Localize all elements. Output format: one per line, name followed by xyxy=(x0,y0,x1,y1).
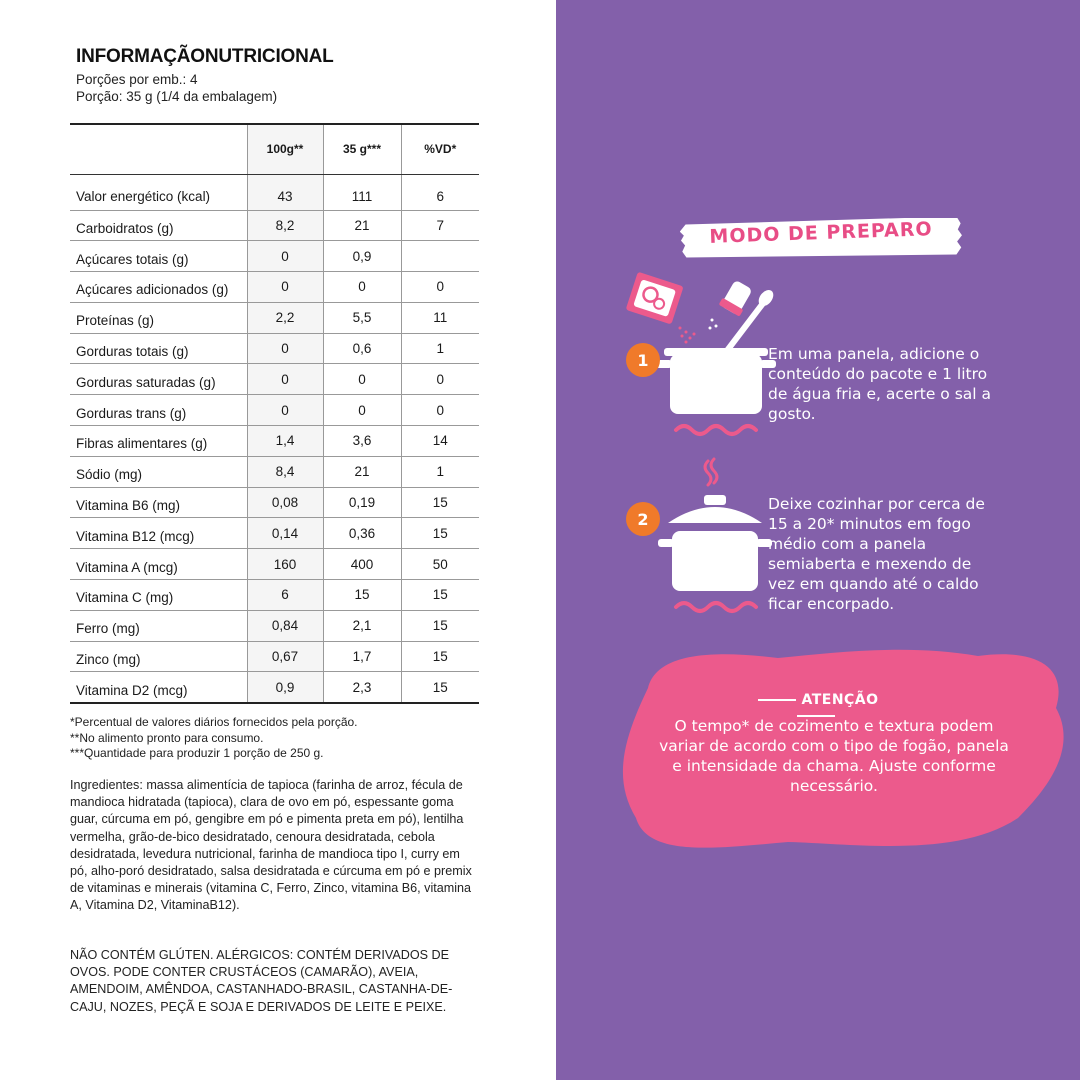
value-35g: 0,36 xyxy=(323,518,401,549)
table-row xyxy=(70,333,479,364)
step-1-badge: 1 xyxy=(626,343,660,377)
nutrient-name: Gorduras totais (g) xyxy=(70,333,247,364)
table-row xyxy=(70,174,479,210)
value-35g: 0,9 xyxy=(323,241,401,272)
table-row xyxy=(70,580,479,611)
value-35g: 5,5 xyxy=(323,302,401,333)
value-100g: 8,2 xyxy=(247,210,323,241)
value-vd: 1 xyxy=(401,456,479,487)
value-100g: 0 xyxy=(247,241,323,272)
value-100g: 160 xyxy=(247,549,323,580)
value-vd xyxy=(401,241,479,272)
nutrient-name: Vitamina D2 (mcg) xyxy=(70,672,247,703)
nutrient-name: Vitamina B6 (mg) xyxy=(70,487,247,518)
value-35g: 2,1 xyxy=(323,610,401,641)
value-vd: 15 xyxy=(401,580,479,611)
step-2-text: Deixe cozinhar por cerca de 15 a 20* minutos em fogo médio com a panela semiaberta e mexendo de vez em quando até o caldo ficar encorpado. xyxy=(768,495,985,613)
value-100g: 0,14 xyxy=(247,518,323,549)
value-vd: 14 xyxy=(401,426,479,457)
footnote: ***Quantidade para produzir 1 porção de 250 g. xyxy=(70,746,324,760)
value-vd: 0 xyxy=(401,272,479,303)
table-row xyxy=(70,272,479,303)
nutrient-name: Zinco (mg) xyxy=(70,641,247,672)
value-vd: 6 xyxy=(401,174,479,210)
table-row xyxy=(70,456,479,487)
nutrient-name: Vitamina A (mcg) xyxy=(70,549,247,580)
divider xyxy=(758,699,796,701)
nutrient-name: Gorduras trans (g) xyxy=(70,395,247,426)
value-100g: 0,9 xyxy=(247,672,323,703)
table-row xyxy=(70,241,479,272)
nutrient-name: Sódio (mg) xyxy=(70,456,247,487)
table-row xyxy=(70,487,479,518)
value-vd: 7 xyxy=(401,210,479,241)
attention-text: O tempo* de cozimento e textura podem variar de acordo com o tipo de fogão, panela e intensidade da chama. Ajuste conforme necessário. xyxy=(659,717,1009,795)
nutrition-title: INFORMAÇÃONUTRICIONAL xyxy=(76,46,334,67)
step-1-text: Em uma panela, adicione o conteúdo do pacote e 1 litro de água fria e, acerte o sal a gosto. xyxy=(768,345,992,423)
value-100g: 0 xyxy=(247,395,323,426)
portion-size: Porção: 35 g (1/4 da embalagem) xyxy=(76,89,278,104)
table-row xyxy=(70,210,479,241)
table-row xyxy=(70,549,479,580)
table-row xyxy=(70,364,479,395)
value-100g: 0 xyxy=(247,333,323,364)
value-100g: 0,08 xyxy=(247,487,323,518)
value-100g: 0 xyxy=(247,364,323,395)
value-35g: 2,3 xyxy=(323,672,401,703)
value-vd: 11 xyxy=(401,302,479,333)
table-row xyxy=(70,426,479,457)
value-35g: 21 xyxy=(323,210,401,241)
value-35g: 21 xyxy=(323,456,401,487)
nutrition-table xyxy=(70,123,479,704)
ingredients-text: Ingredientes: massa alimentícia de tapioca (farinha de arroz, fécula de mandioca hidratada (tapioca), clara de ovo em pó, espessante goma guar, cúrcuma em pó, gengibre em pó e pimenta preta em pó), lentilha vermelha, grão-de-bico desidratado, cenoura desidratada, cebola desidratada, levedura nutricional, farinha de mandioca tipo I, curry em pó, alho-poró desidratado, salsa desidratada e cúrcuma em pó e premix de vitaminas e minerais (vitamina C, Ferro, Zinco, vitamina B6, vitamina A, Vitamina D2, VitaminaB12). xyxy=(70,778,472,913)
value-100g: 0 xyxy=(247,272,323,303)
value-35g: 111 xyxy=(323,174,401,210)
footnote: *Percentual de valores diários fornecidos pela porção. xyxy=(70,715,358,729)
servings-per-package: Porções por emb.: 4 xyxy=(76,72,198,87)
value-35g: 0,6 xyxy=(323,333,401,364)
value-100g: 0,84 xyxy=(247,610,323,641)
nutrient-name: Vitamina B12 (mcg) xyxy=(70,518,247,549)
value-100g: 43 xyxy=(247,174,323,210)
value-35g: 0 xyxy=(323,364,401,395)
table-row xyxy=(70,395,479,426)
header-100g: 100g** xyxy=(247,124,323,174)
value-35g: 400 xyxy=(323,549,401,580)
value-vd: 15 xyxy=(401,641,479,672)
nutrient-name: Açúcares adicionados (g) xyxy=(70,272,247,303)
value-vd: 50 xyxy=(401,549,479,580)
nutrient-name: Proteínas (g) xyxy=(70,302,247,333)
value-vd: 0 xyxy=(401,395,479,426)
footnote: **No alimento pronto para consumo. xyxy=(70,730,264,745)
table-header-row xyxy=(70,124,479,174)
header-35g: 35 g*** xyxy=(323,124,401,174)
value-35g: 0,19 xyxy=(323,487,401,518)
value-35g: 0 xyxy=(323,395,401,426)
header-label xyxy=(70,124,247,174)
nutrient-name: Fibras alimentares (g) xyxy=(70,426,247,457)
value-vd: 15 xyxy=(401,610,479,641)
value-35g: 3,6 xyxy=(323,426,401,457)
value-vd: 0 xyxy=(401,364,479,395)
nutrient-name: Vitamina C (mg) xyxy=(70,580,247,611)
value-35g: 0 xyxy=(323,272,401,303)
nutrient-name: Açúcares totais (g) xyxy=(70,241,247,272)
covered-pot-icon xyxy=(656,455,776,620)
value-100g: 0,67 xyxy=(247,641,323,672)
value-35g: 1,7 xyxy=(323,641,401,672)
preparation-panel xyxy=(556,0,1080,1080)
header-vd: %VD* xyxy=(401,124,479,174)
nutrient-name: Gorduras saturadas (g) xyxy=(70,364,247,395)
table-row xyxy=(70,641,479,672)
value-100g: 2,2 xyxy=(247,302,323,333)
footnotes xyxy=(70,715,480,762)
table-row xyxy=(70,610,479,641)
value-100g: 8,4 xyxy=(247,456,323,487)
value-100g: 1,4 xyxy=(247,426,323,457)
table-row xyxy=(70,302,479,333)
table-row xyxy=(70,518,479,549)
value-35g: 15 xyxy=(323,580,401,611)
value-vd: 15 xyxy=(401,518,479,549)
value-vd: 1 xyxy=(401,333,479,364)
value-vd: 15 xyxy=(401,487,479,518)
nutrient-name: Carboidratos (g) xyxy=(70,210,247,241)
nutrient-name: Valor energético (kcal) xyxy=(70,174,247,210)
attention-label: ATENÇÃO xyxy=(801,692,879,708)
nutrient-name: Ferro (mg) xyxy=(70,610,247,641)
step-2-badge: 2 xyxy=(626,502,660,536)
value-vd: 15 xyxy=(401,672,479,703)
value-100g: 6 xyxy=(247,580,323,611)
allergens-text: NÃO CONTÉM GLÚTEN. ALÉRGICOS: CONTÉM DERIVADOS DE OVOS. PODE CONTER CRUSTÁCEOS (CAMARÃO), AVEIA, AMENDOIM, AMÊNDOA, CASTANHADO-BRASIL, CASTANHA-DE-CAJU, NOZES, PEÇÃ E SOJA E DERIVADOS DE LEITE E PEIXE. xyxy=(70,948,453,1014)
prep-title: MODO DE PREPARO xyxy=(709,218,933,248)
table-row xyxy=(70,672,479,703)
